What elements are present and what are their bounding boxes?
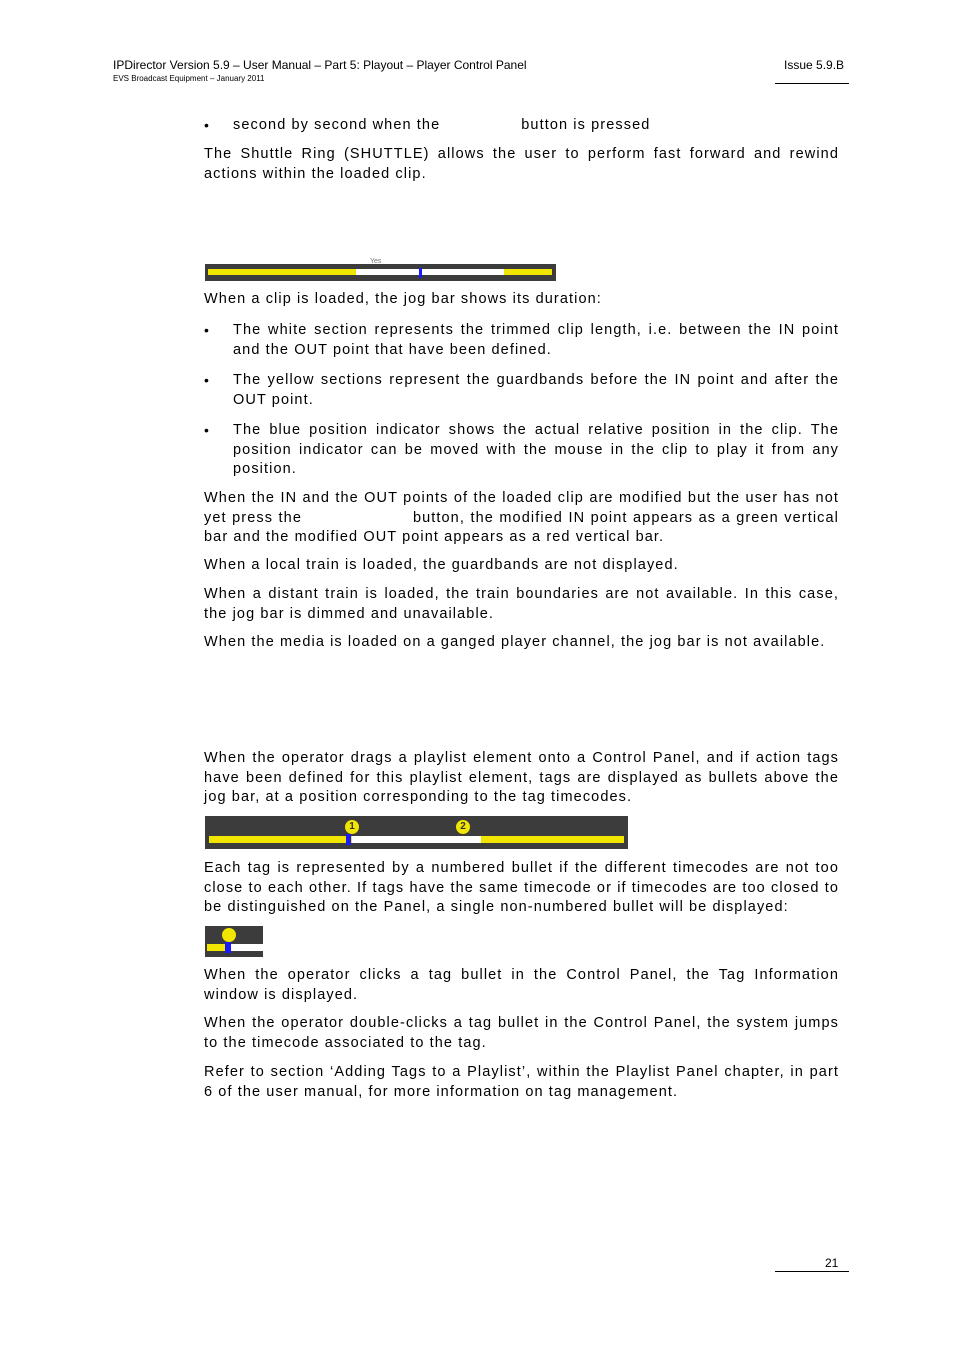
header-rule bbox=[775, 83, 849, 84]
each-tag-paragraph: Each tag is represented by a numbered bullet if the different timecodes are not too close to each other. If tags have the same timecode or if timecodes are too closed to be distinguished on the Panel, a single non-numbered bullet will be displayed: bbox=[204, 860, 839, 915]
guardband-right bbox=[504, 269, 552, 275]
drag-paragraph: When the operator drags a playlist element onto a Control Panel, and if action tags have been defined for this playlist element, tags are displayed as bullets above the jog bar, at a position corresponding to the tag timecodes. bbox=[204, 750, 839, 805]
local-train-paragraph: When a local train is loaded, the guardbands are not displayed. bbox=[204, 557, 679, 573]
jog-bullet-blue: The blue position indicator shows the actual relative position in the clip. The position indicator can be moved with the mouse in the clip to play it from any position. bbox=[233, 422, 839, 477]
bullet-marker: • bbox=[204, 372, 209, 388]
intro-bullet bbox=[233, 116, 839, 136]
intro-bullet-post: button is pressed bbox=[521, 117, 651, 133]
guardband-left bbox=[208, 269, 359, 275]
position-indicator[interactable] bbox=[419, 268, 422, 278]
jog-bullet-yellow: The yellow sections represent the guardbands before the IN point and after the OUT point. bbox=[233, 372, 839, 408]
modified-paragraph bbox=[204, 489, 839, 548]
jog-bar bbox=[205, 258, 556, 281]
jog-bullet-white: The white section represents the trimmed clip length, i.e. between the IN point and the OUT point that have been defined. bbox=[233, 322, 839, 358]
modified-post: button, the modified IN point appears as a green vertical bar and the modified OUT point appears as a red vertical bar. bbox=[204, 509, 839, 545]
bullet-marker: • bbox=[204, 322, 209, 338]
distant-train-paragraph: When a distant train is loaded, the train boundaries are not available. In this case, the jog bar is dimmed and unavailable. bbox=[204, 586, 839, 622]
jog-bar-with-tags bbox=[205, 816, 628, 849]
jog-intro: When a clip is loaded, the jog bar shows its duration: bbox=[204, 291, 602, 307]
guardband-right bbox=[481, 836, 624, 843]
intro-bullet-pre: second by second when the bbox=[233, 117, 441, 133]
clip-section bbox=[227, 944, 263, 951]
ganged-paragraph: When the media is loaded on a ganged player channel, the jog bar is not available. bbox=[204, 634, 826, 650]
header-issue: Issue 5.9.B bbox=[784, 58, 845, 72]
header-subtitle: EVS Broadcast Equipment – January 2011 bbox=[113, 74, 265, 83]
guardband-left bbox=[209, 836, 352, 843]
bullet-marker: • bbox=[204, 117, 209, 133]
clip-section bbox=[352, 836, 481, 843]
header-title: IPDirector Version 5.9 – User Manual – Part 5: Playout – Player Control Panel bbox=[113, 58, 527, 72]
jog-bar-label: Yes bbox=[370, 258, 382, 265]
footer-rule bbox=[775, 1271, 849, 1272]
position-indicator[interactable] bbox=[225, 942, 231, 953]
jog-bar-single-bullet bbox=[205, 926, 263, 957]
shuttle-paragraph: The Shuttle Ring (SHUTTLE) allows the user to perform fast forward and rewind actions within the loaded clip. bbox=[204, 146, 839, 182]
modified-pre: When the IN and the OUT points of the loaded clip are modified but the user has not yet press the bbox=[204, 490, 839, 526]
position-indicator[interactable] bbox=[346, 834, 351, 845]
tag-bullet-2[interactable]: 2 bbox=[456, 820, 470, 834]
page-number: 21 bbox=[825, 1256, 839, 1270]
clip-section bbox=[356, 269, 504, 275]
click-paragraph: When the operator clicks a tag bullet in the Control Panel, the Tag Information window is displayed. bbox=[204, 967, 839, 1003]
refer-paragraph: Refer to section ‘Adding Tags to a Playlist’, within the Playlist Panel chapter, in part 6 of the user manual, for more information on tag management. bbox=[204, 1064, 839, 1100]
guardband-left bbox=[207, 944, 227, 951]
tag-bullet[interactable] bbox=[222, 928, 236, 942]
bullet-marker: • bbox=[204, 422, 209, 438]
double-click-paragraph: When the operator double-clicks a tag bullet in the Control Panel, the system jumps to the timecode associated to the tag. bbox=[204, 1015, 839, 1051]
tag-bullet-1[interactable]: 1 bbox=[345, 820, 359, 834]
